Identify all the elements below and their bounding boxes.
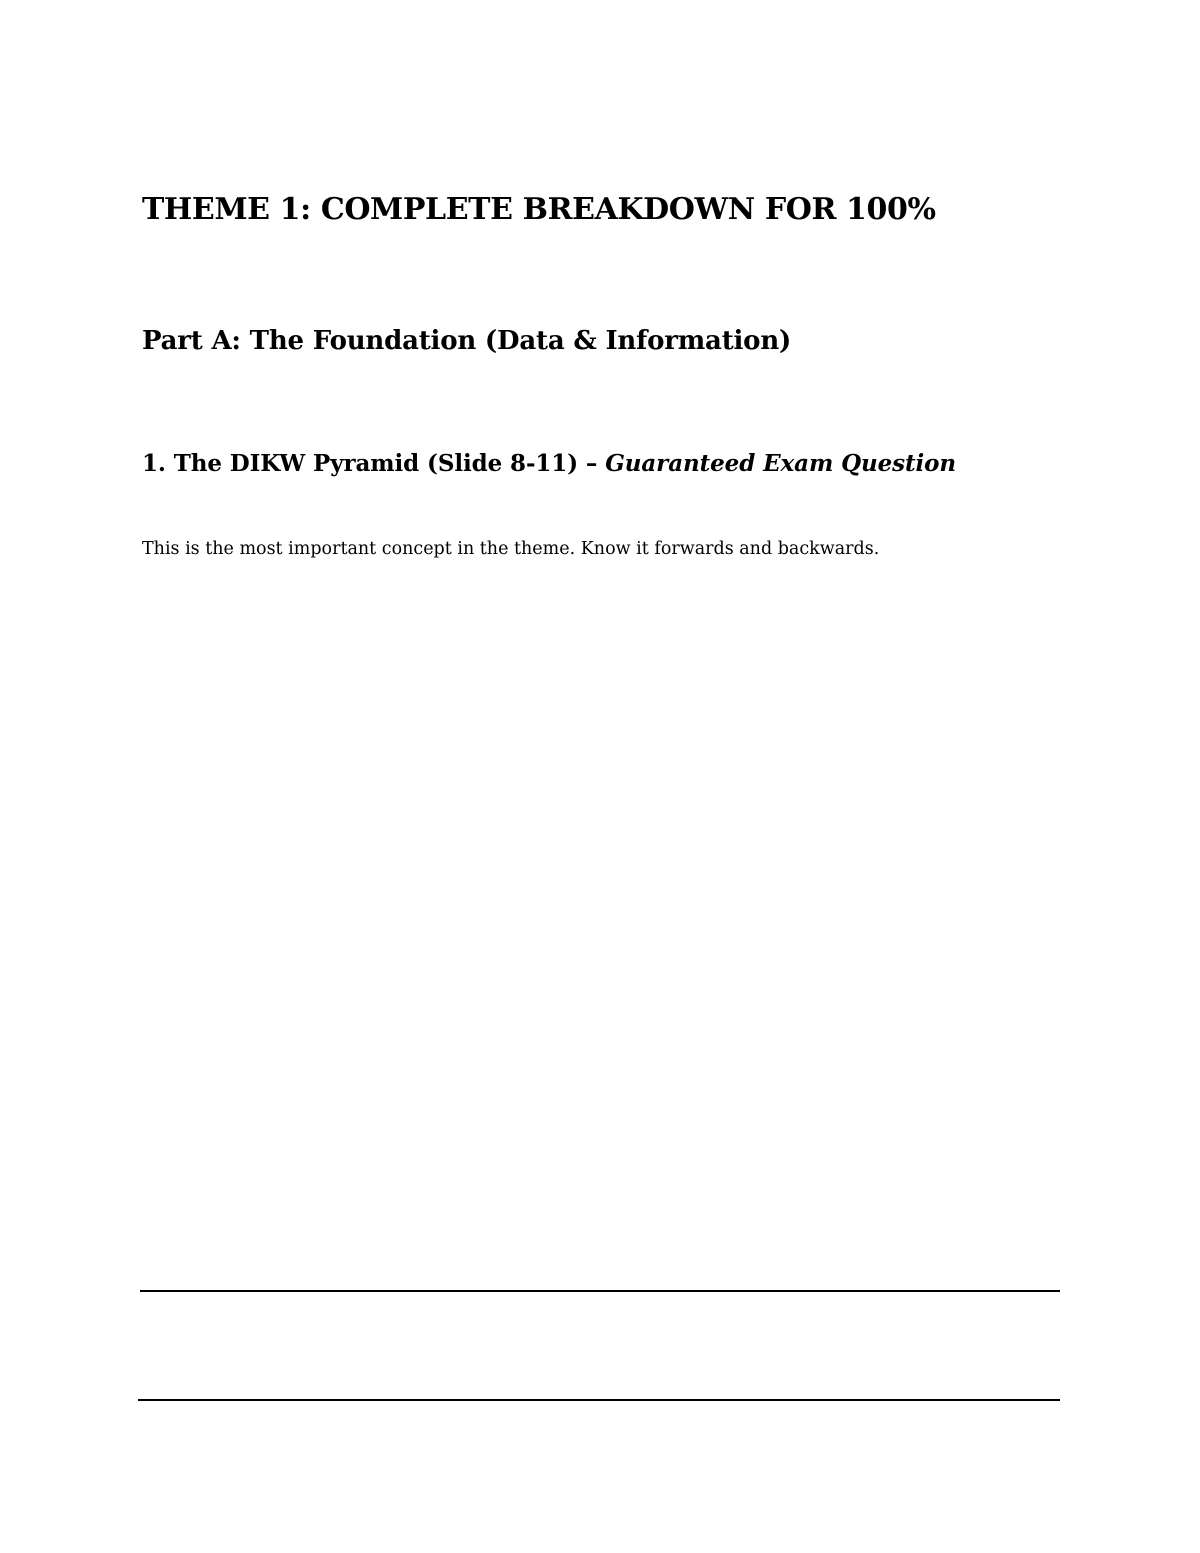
body-paragraph: This is the most important concept in the theme. Know it forwards and backwards. [142, 539, 880, 559]
theme-title: THEME 1: COMPLETE BREAKDOWN FOR 100% [142, 192, 936, 227]
section-heading [142, 450, 956, 477]
part-heading: Part A: The Foundation (Data & Information) [142, 326, 792, 356]
section-heading-emphasis: Guaranteed Exam Question [605, 450, 957, 477]
horizontal-rule-upper [140, 1290, 1060, 1292]
horizontal-rule-lower [138, 1399, 1060, 1401]
section-heading-main: 1. The DIKW Pyramid (Slide 8-11) – [142, 450, 606, 477]
